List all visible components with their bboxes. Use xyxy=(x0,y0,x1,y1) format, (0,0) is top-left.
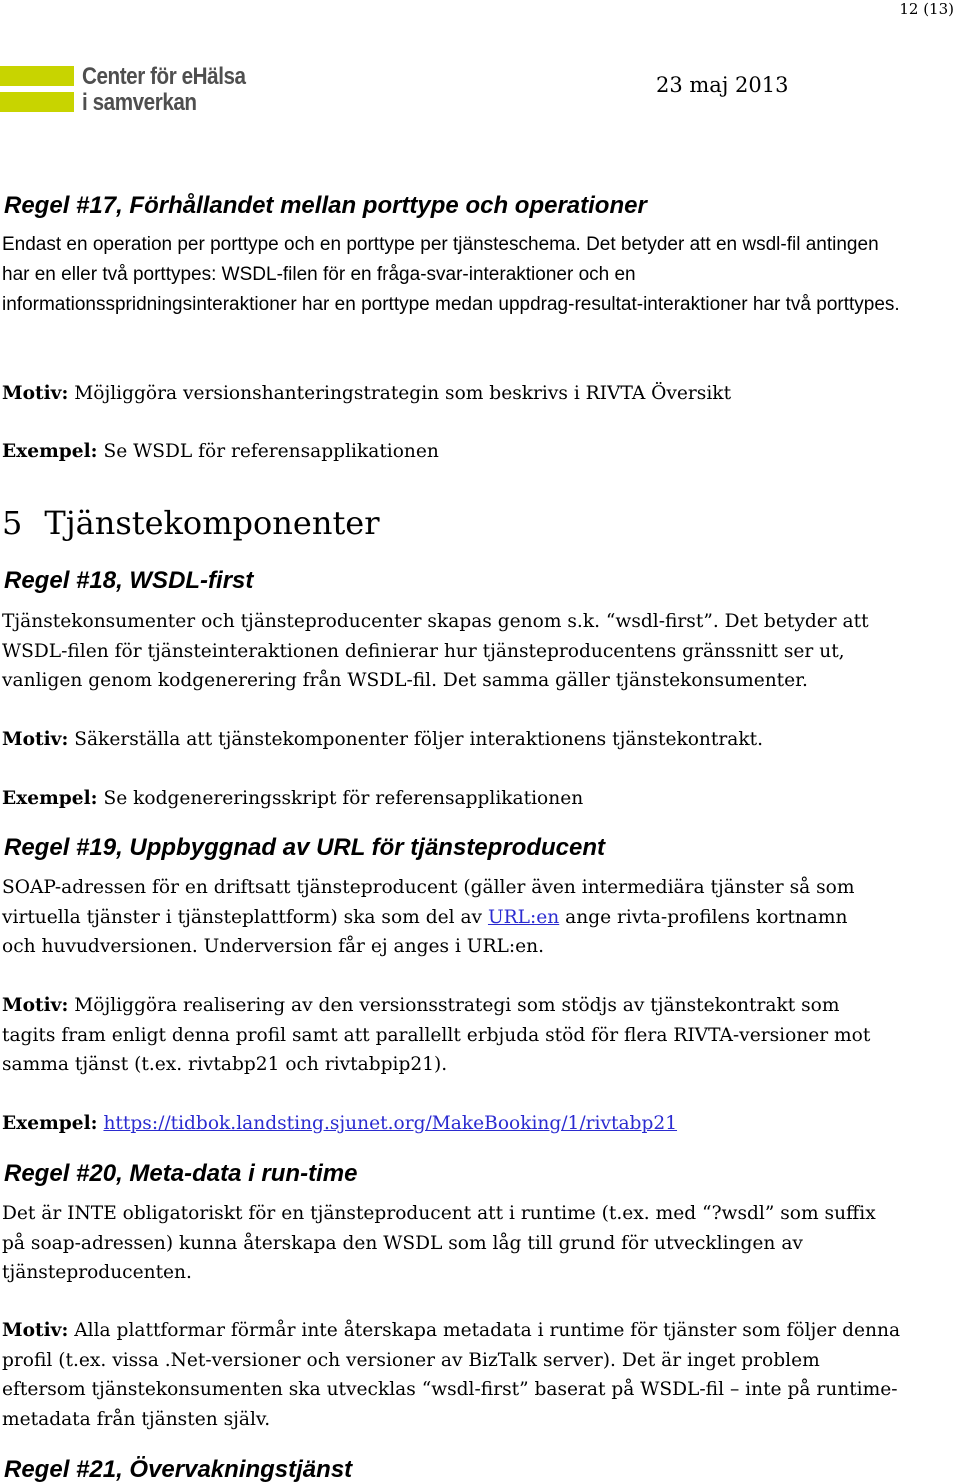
motiv-text: Möjliggöra realisering av den versionsstrategi som stödjs av tjänstekontrakt som tagits fram enligt denna profil samt att parallellt erbjuda stöd för flera RIVTA-versioner mot samma tjänst (t.ex. rivtabp21 och rivtabpip21). xyxy=(2,995,871,1075)
rule-20-heading: Regel #20, Meta-data i run-time xyxy=(4,1160,358,1187)
motiv-label: Motiv: xyxy=(2,995,69,1016)
url-link[interactable]: URL:en xyxy=(487,906,560,928)
rule-19-body xyxy=(2,873,882,962)
exempel-text: Se WSDL för referensapplikationen xyxy=(103,441,439,462)
rule-17-body: Endast en operation per porttype och en porttype per tjänsteschema. Det betyder att en wsdl-fil antingen har en eller två porttypes: WSDL-filen för en fråga-svar-interaktioner och en informationsspridningsinteraktioner har en porttype medan uppdrag-resultat-interaktioner har två porttypes. xyxy=(2,234,900,315)
logo-text-line1: Center för eHälsa xyxy=(82,63,246,90)
motiv-label: Motiv: xyxy=(2,383,69,404)
motiv-label: Motiv: xyxy=(2,1320,69,1341)
rule-18-motiv xyxy=(2,725,952,755)
rule-17-heading: Regel #17, Förhållandet mellan porttype och operationer xyxy=(4,192,647,219)
document-date: 23 maj 2013 xyxy=(656,73,789,97)
rule-21-heading: Regel #21, Övervakningstjänst xyxy=(4,1456,353,1483)
section-5-heading xyxy=(2,504,380,542)
rule-19-heading: Regel #19, Uppbyggnad av URL för tjänsteproducent xyxy=(4,834,605,861)
motiv-text: Alla plattformar förmår inte återskapa metadata i runtime för tjänster som följer denna profil (t.ex. vissa .Net-versioner och versioner av BizTalk server). Det är inget problem eftersom tjänstekonsumenten ska utvecklas “wsdl-first” baserat på WSDL-fil – inte på runtime-metadata från tjänsten själv. xyxy=(2,1320,901,1430)
rule-18-heading: Regel #18, WSDL-first xyxy=(4,567,254,594)
rule-19-body-start: SOAP-adressen för en driftsatt tjänsteproducent (gäller även intermediära tjänster så som virtuella tjänster i tjänsteplattform) ska som del av xyxy=(2,877,855,928)
exempel-label: Exempel: xyxy=(2,788,98,809)
logo-bar-top xyxy=(0,66,74,86)
exempel-label: Exempel: xyxy=(2,1113,98,1134)
motiv-label: Motiv: xyxy=(2,729,69,750)
section-title: Tjänstekomponenter xyxy=(44,504,380,542)
rule-20-motiv xyxy=(2,1316,902,1434)
rule-18-exempel xyxy=(2,784,952,814)
rule-17-exempel xyxy=(2,437,952,467)
exempel-text: Se kodgenereringsskript för referensapplikationen xyxy=(103,788,584,809)
rule-18-body: Tjänstekonsumenter och tjänsteproducenter skapas genom s.k. “wsdl-first”. Det betyder att WSDL-filen för tjänsteinteraktionen definierar hur tjänsteproducentens gränssnitt ser ut, vanligen genom kodgenerering från WSDL-fil. Det samma gäller tjänstekonsumenter. xyxy=(2,611,869,691)
page-number: 12 (13) xyxy=(899,0,954,18)
logo-bar-bottom xyxy=(0,92,74,112)
rule-19-exempel xyxy=(2,1109,952,1139)
motiv-text: Säkerställa att tjänstekomponenter följer interaktionens tjänstekontrakt. xyxy=(74,729,763,750)
logo-text-line2: i samverkan xyxy=(82,89,197,116)
rule-20-body: Det är INTE obligatoriskt för en tjänsteproducent att i runtime (t.ex. med “?wsdl” som suffix på soap-adressen) kunna återskapa den WSDL som låg till grund för utvecklingen av tjänsteproducenten. xyxy=(2,1203,876,1283)
rule-19-motiv xyxy=(2,991,892,1080)
rule-19-body-end: ange rivta-profilens kortnamn och huvudversionen. Underversion får ej anges i URL:en. xyxy=(2,906,848,957)
motiv-text: Möjliggöra versionshanteringstrategin som beskrivs i RIVTA Översikt xyxy=(74,383,732,404)
example-url-link[interactable]: https://tidbok.landsting.sjunet.org/MakeBooking/1/rivtabp21 xyxy=(103,1113,678,1134)
section-number: 5 xyxy=(2,504,23,542)
exempel-label: Exempel: xyxy=(2,441,98,462)
rule-17-motiv xyxy=(2,379,952,409)
organization-logo xyxy=(0,63,270,120)
